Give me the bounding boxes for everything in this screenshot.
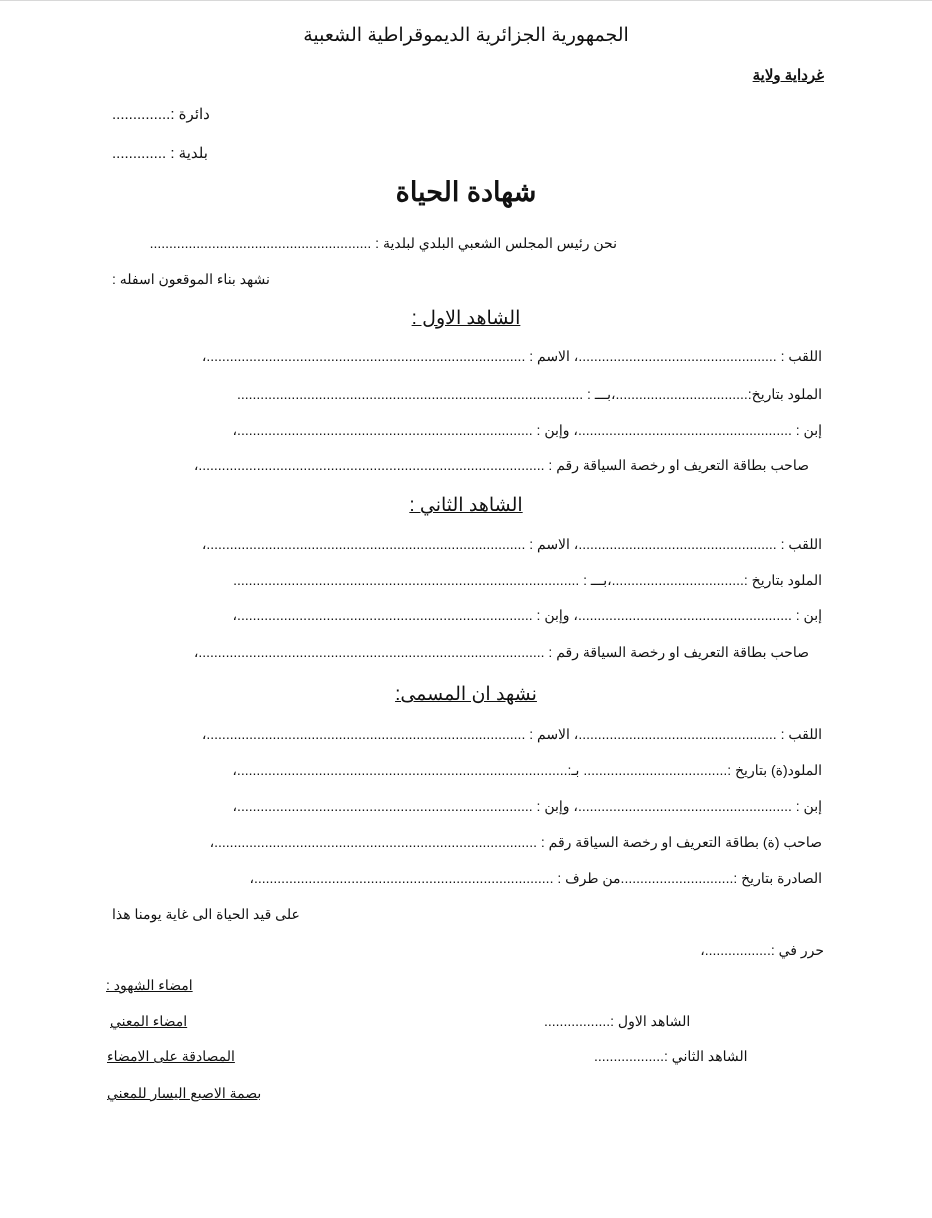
subject-issued-line: الصادرة بتاريخ :.............................من طرف : .............................................................................، — [249, 870, 822, 886]
subject-alive-statement: على قيد الحياة الى غاية يومنا هذا — [112, 906, 300, 922]
witness1-id-line: صاحب بطاقة التعريف او رخصة السياقة رقم : .........................................................................................، — [193, 457, 809, 473]
intro-attest: نشهد بناء الموقعون اسفله : — [112, 271, 270, 287]
subject-birth-line: الملود(ة) بتاريخ :..................................... بـ:.....................................................................................، — [232, 762, 822, 778]
witness2-heading: الشاهد الثاني : — [409, 495, 523, 516]
witness1-name-line: اللقب : ...................................................، الاسم : ..................................................................................، — [201, 348, 822, 364]
witness2-parents-line: إبن : .......................................................، وإبن : ............................................................................، — [232, 607, 822, 623]
wilaya-label: غرداية ولاية — [752, 67, 824, 84]
republic-header: الجمهورية الجزائرية الديموقراطية الشعبية — [303, 25, 629, 46]
witness2-id-line: صاحب بطاقة التعريف او رخصة السياقة رقم : .........................................................................................، — [193, 644, 809, 660]
subject-id-line: صاحب (ة) بطاقة التعريف او رخصة السياقة رقم : ...................................................................................، — [209, 834, 822, 850]
witnesses-signature-label: امضاء الشهود : — [106, 977, 193, 993]
subject-parents-line: إبن : .......................................................، وإبن : ............................................................................، — [232, 798, 822, 814]
baladiya-field: بلدية : ............. — [112, 145, 208, 162]
witness1-birth-line: الملود بتاريخ:..................................،بـــ : ......................................................................................... — [236, 386, 822, 402]
page-top-border — [0, 0, 932, 1]
written-at-line: حرر في :.................، — [700, 942, 824, 958]
witness1-parents-line: إبن : .......................................................، وإبن : ............................................................................، — [232, 422, 822, 438]
subject-signature-label: امضاء المعني — [110, 1013, 188, 1029]
first-witness-signature-field: الشاهد الاول :................. — [544, 1013, 691, 1029]
witness2-name-line: اللقب : ...................................................، الاسم : ..................................................................................، — [201, 536, 822, 552]
witness1-heading: الشاهد الاول : — [411, 308, 521, 329]
fingerprint-label: بصمة الاصبع اليسار للمعني — [107, 1085, 262, 1101]
subject-heading: نشهد ان المسمى: — [395, 684, 537, 705]
signature-certification-label: المصادقة على الامضاء — [107, 1048, 235, 1064]
intro-line: نحن رئيس المجلس الشعبي البلدي لبلدية : ......................................................... — [149, 235, 617, 251]
second-witness-signature-field: الشاهد الثاني :.................. — [594, 1048, 748, 1064]
witness2-birth-line: الملود بتاريخ :..................................،بـــ : ......................................................................................... — [233, 572, 822, 588]
daira-field: دائرة :.............. — [112, 106, 210, 123]
subject-name-line: اللقب : ...................................................، الاسم : ..................................................................................، — [201, 726, 822, 742]
document-title: شهادة الحياة — [395, 177, 537, 207]
